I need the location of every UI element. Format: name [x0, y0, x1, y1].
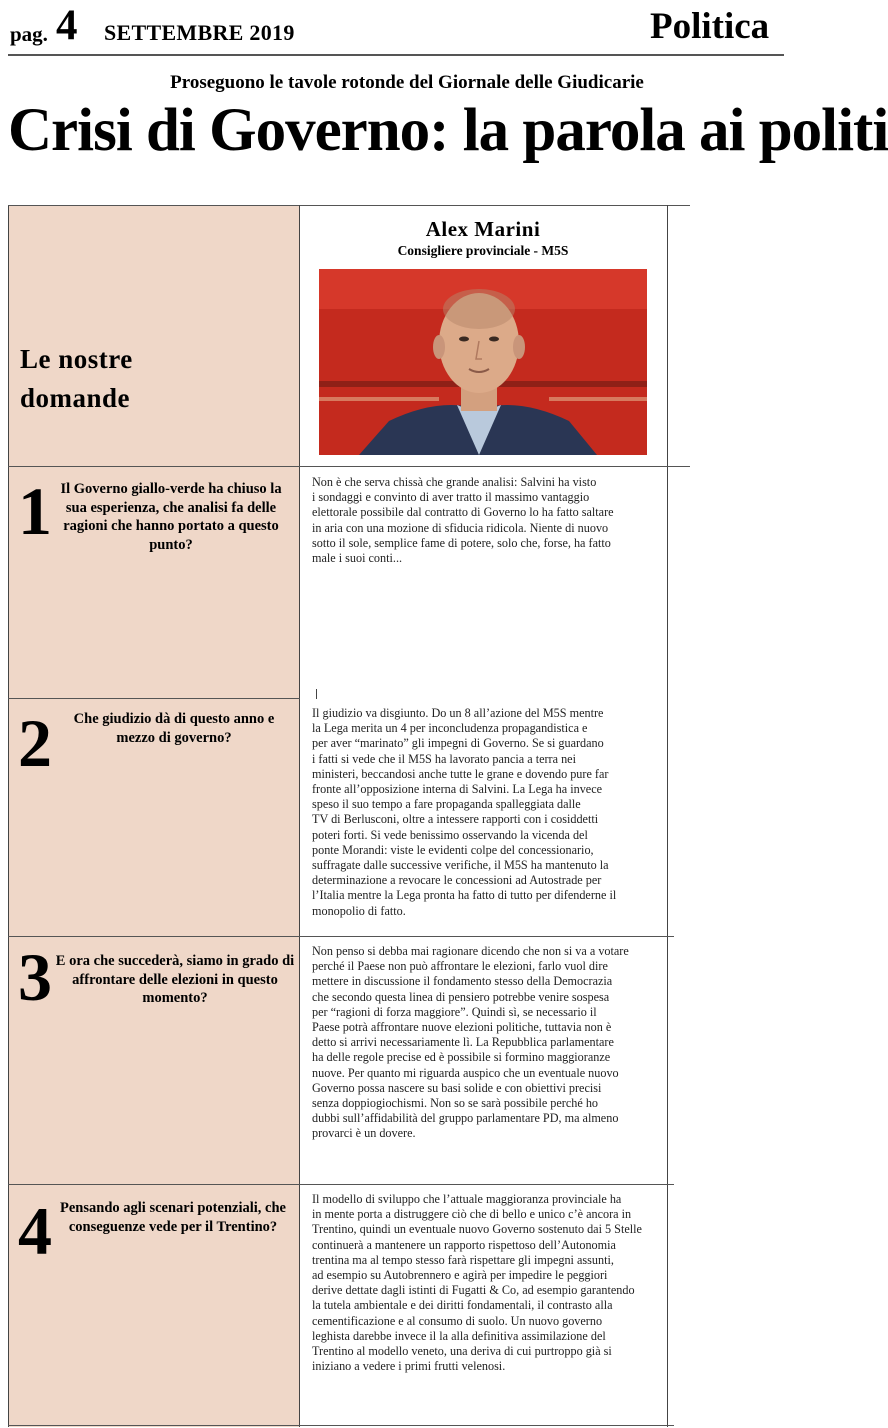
question-row-1 [8, 467, 300, 698]
question-number: 1 [18, 473, 52, 549]
table-border-bottom [8, 1425, 674, 1426]
questions-title [20, 340, 133, 418]
question-number: 4 [18, 1193, 52, 1269]
politician-name: Alex Marini [425, 217, 541, 241]
interview-table [8, 205, 690, 1427]
page-number: 4 [56, 2, 78, 49]
answer-2: Il giudizio va disgiunto. Do un 8 all’azione del M5S mentre la Lega merita un 4 per inconcludenza propagandistica e per aver “marinato” gli impegni di Governo. Se si guardano i fatti si vede che il M5S ha lavorato pancia a terra nei ministeri, beccandosi anche tutte le grane e dovendo pure far fronte all’opposizione interna di Salvini. La Lega ha invece speso il suo tempo a fare propaganda spalleggiata dalle TV di Berlusconi, oltre a intessere rapporti con i cosiddetti poteri forti. Si vede benissimo osservando la vicenda del ponte Morandi: viste le evidenti colpe del concessionario, suffragate dalle successive verifiche, il M5S ha mantenuto la determinazione a revocare le concessioni ad Autostrade per l’Italia mentre la Lega pronta ha fatto di tutto per difenderne il monopolio di fatto. [312, 706, 617, 918]
politician-role: Consigliere provinciale - M5S [397, 243, 569, 258]
questions-title-line-1: Le nostre [20, 344, 133, 374]
question-number: 2 [18, 705, 52, 781]
questions-title-line-2: domande [20, 383, 131, 413]
question-row-3 [8, 937, 300, 1184]
headline: Crisi di Governo: la parola ai politi [8, 97, 888, 164]
answer-3: Non penso si debba mai ragionare dicendo che non si va a votare perché il Paese non può affrontare le elezioni, farlo vuol dire mettere in discussione il fondamento stesso della Democrazia che secondo questa linea di pensiero potrebbe venire sospesa per “ragioni di forza maggiore”. Quindi sì, se necessario il Paese potrà affrontare nuove elezioni politiche, tuttavia non è detto si arrivi necessariamente lì. La Repubblica parlamentare ha delle regole precise ed è possibile si formino maggioranze nuove. Per quanto mi riguarda auspico che un eventuale nuovo Governo possa nascere su basi solide e con obiettivi precisi senza doppiogiochismi. Non so se sarà possibile perché ho dubbi sull’affidabilità del gruppo parlamentare PD, ma almeno provarci è un dovere. [312, 944, 629, 1141]
question-text: Il Governo giallo-verde ha chiuso la sua esperienza, che analisi fa delle ragioni che hanno portato a questo punto? [60, 481, 282, 553]
answer-4: Il modello di sviluppo che l’attuale maggioranza provinciale ha in mente porta a distruggere ciò che di bello e unico c’è ancora in Trentino, quindi un eventuale nuovo Governo sostenuto dai 5 Stelle continuerà a mantenere un rapporto rispettoso dell’Autonomia trentina ma al tempo stesso farà rispettare gli impegni assunti, ad esempio su Autobrennero e agirà per impedire le peggiori derive dettate dagli istinti di Fugatti & Co, ad esempio garantendo la tutela ambientale e dei diritti fondamentali, il contrasto alla cementificazione e al consumo di suolo. Un nuovo governo leghista darebbe invece il la alla definitiva assimilazione del Trentino al modello veneto, una deriva di cui purtroppo già si iniziano a vedere i primi frutti velenosi. [312, 1192, 642, 1374]
section-title: Politica [650, 6, 770, 47]
kicker: Proseguono le tavole rotonde del Giornale delle Giudicarie [170, 72, 644, 93]
question-number: 3 [18, 939, 52, 1015]
page-label: pag. [10, 22, 48, 46]
question-text: Pensando agli scenari potenziali, che conseguenze vede per il Trentino? [60, 1200, 286, 1235]
question-text: Che giudizio dà di questo anno e mezzo di governo? [73, 711, 275, 746]
row-divider-2-tick [316, 689, 317, 699]
question-row-2 [8, 699, 300, 936]
question-row-4 [8, 1185, 300, 1425]
issue-date: SETTEMBRE 2019 [104, 20, 295, 45]
portrait-illustration [319, 269, 647, 455]
politician-photo [319, 269, 647, 455]
table-border-top [8, 205, 690, 206]
table-border-right [667, 205, 668, 1427]
header-divider [8, 54, 784, 56]
answer-1: Non è che serva chissà che grande analisi: Salvini ha visto i sondaggi e convinto di aver tratto il massimo vantaggio elettorale possibile dal contratto di Governo lo ha fatto saltare in aria con una mozione di sfiducia ridicola. Niente di nuovo sotto il sole, semplice fame di potere, solo che, forse, ha fatto male i suoi conti... [312, 475, 614, 566]
question-text: E ora che succederà, siamo in grado di affrontare delle elezioni in questo momento? [55, 953, 295, 1006]
